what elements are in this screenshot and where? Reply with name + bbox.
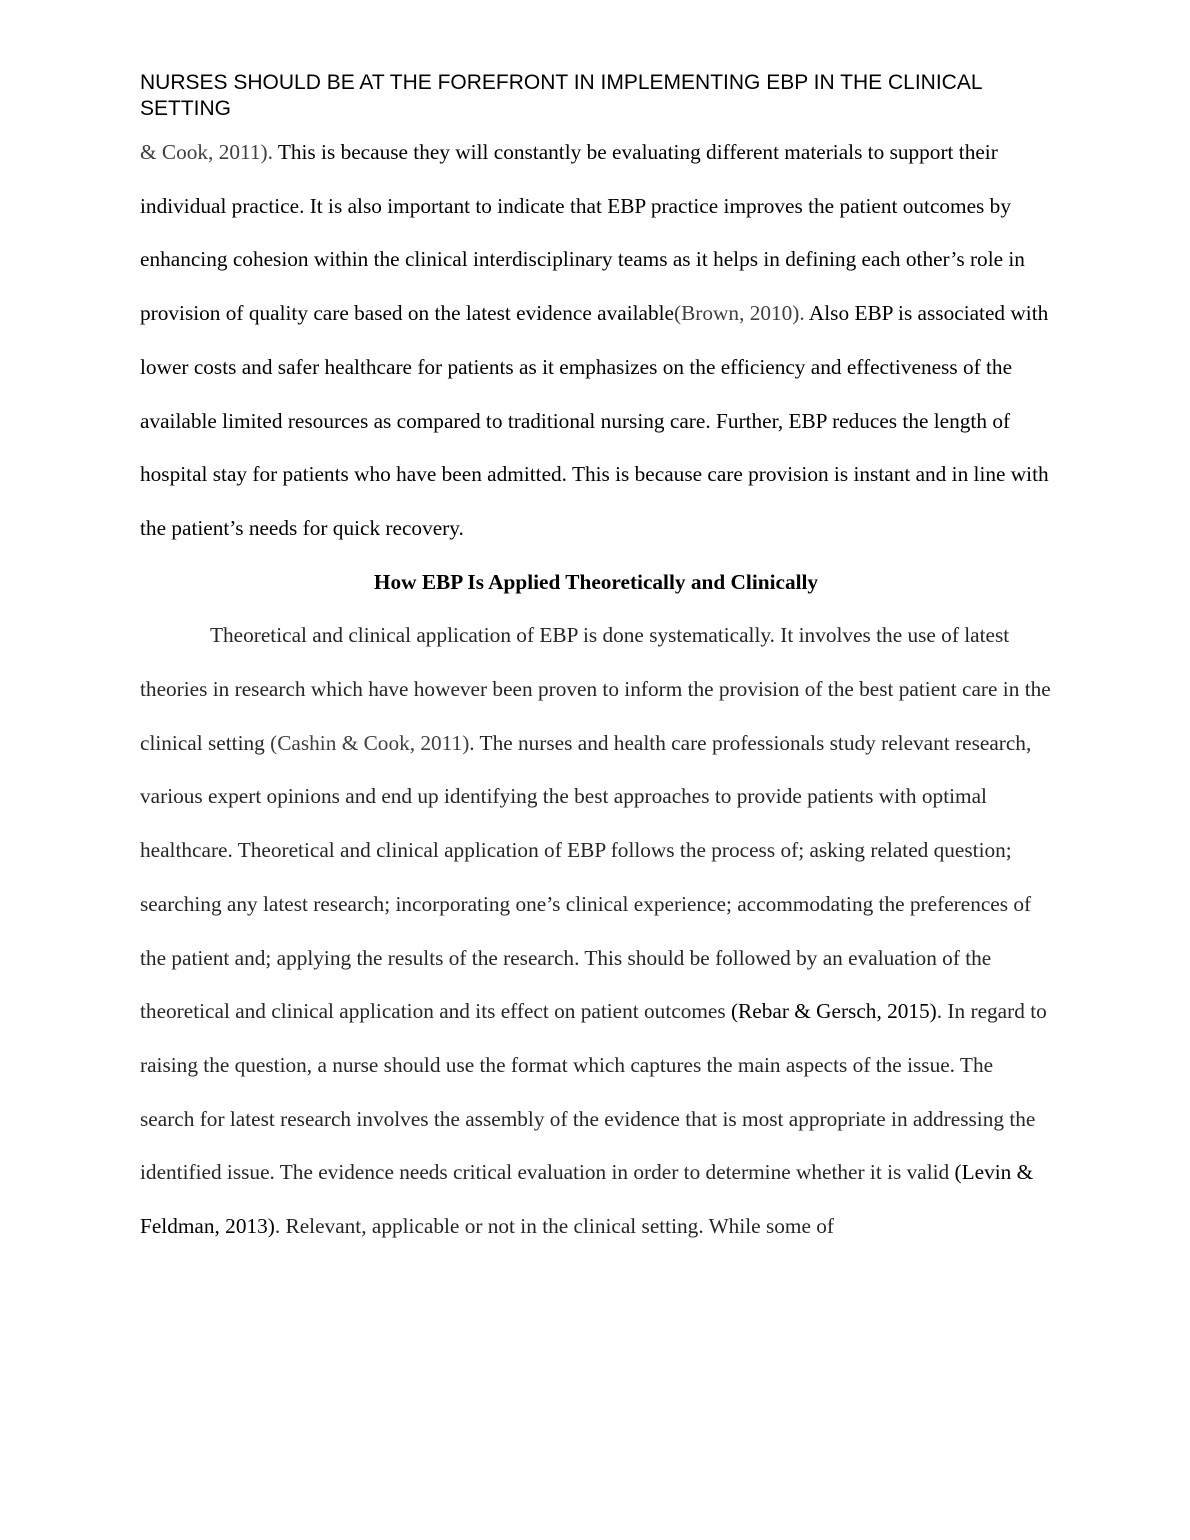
section-heading: How EBP Is Applied Theoretically and Clinically	[373, 569, 819, 594]
running-head: NURSES SHOULD BE AT THE FOREFRONT IN IMPLEMENTING EBP IN THE CLINICAL SETTING	[140, 71, 982, 120]
body-text	[140, 126, 1052, 1254]
paragraph-1	[140, 126, 1052, 556]
paragraph-1-text-b: Also EBP is associated with lower costs and safer healthcare for patients as it emphasizes on the efficiency and effectiveness of the available limited resources as compared to traditional nursing care. Further, EBP reduces the length of hospital stay for patients who have been admitted. This is because care provision is instant and in line with the patient’s needs for quick recovery.	[140, 301, 1049, 540]
citation-brown: (Brown, 2010).	[674, 301, 805, 326]
paragraph-2-text-b: . The nurses and health care professionals study relevant research, various expert opinions and end up identifying the best approaches to provide patients with optimal healthcare. Theoretical and clinical application of EBP follows the process of; asking related question; searching any latest research; incorporating one’s clinical experience; accommodating the preferences of the patient and; applying the results of the research. This should be followed by an evaluation of the theoretical and clinical application and its effect on patient outcomes	[140, 730, 1032, 1024]
paragraph-1-text-a: This is because they will constantly be evaluating different materials to support their individual practice. It is also important to indicate that EBP practice improves the patient outcomes by enhancing cohesion within the clinical interdisciplinary teams as it helps in defining each other’s role in provision of quality care based on the latest evidence available	[140, 140, 1025, 326]
paragraph-2	[140, 609, 1052, 1253]
citation-rebar: (Rebar & Gersch, 2015)	[730, 999, 937, 1024]
paragraph-2-text-d: . Relevant, applicable or not in the clinical setting. While some of	[274, 1214, 834, 1239]
paragraph-2-text-a: Theoretical and clinical application of EBP is done systematically. It involves the use of latest theories in research which have however been proven to inform the provision of the best patient care in the clinical setting	[140, 623, 1051, 755]
citation-levin: (Levin & Feldman, 2013)	[140, 1160, 1034, 1239]
paragraph-2-text-c: . In regard to raising the question, a nurse should use the format which captures the main aspects of the issue. The search for latest research involves the assembly of the evidence that is most appropriate in addressing the identified issue. The evidence needs critical evaluation in order to determine whether it is valid	[140, 999, 1047, 1185]
citation-cook: & Cook, 2011).	[140, 140, 273, 164]
citation-cashin: (Cashin & Cook, 2011)	[270, 730, 470, 755]
